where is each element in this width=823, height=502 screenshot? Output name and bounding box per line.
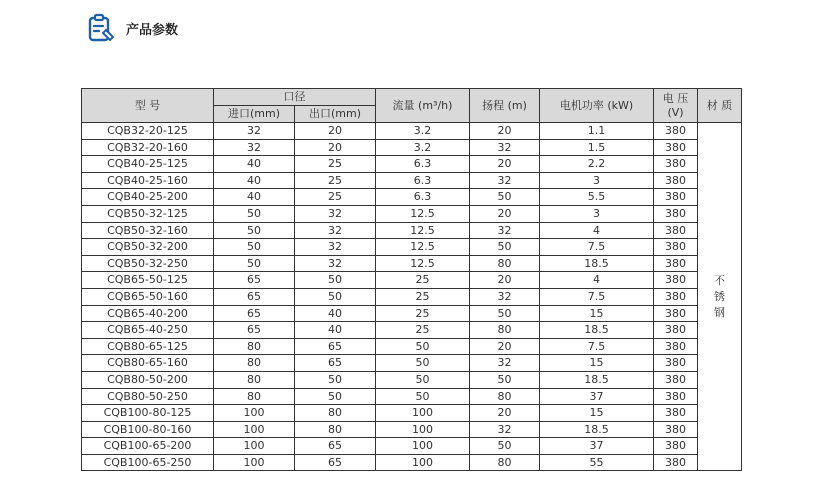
cell-voltage: 380 (654, 272, 698, 289)
header-inlet: 进口(mm) (214, 106, 295, 123)
cell-flow: 50 (376, 388, 470, 405)
cell-outlet: 50 (295, 272, 376, 289)
table-row (82, 338, 742, 355)
cell-power: 15 (540, 405, 654, 422)
cell-flow: 100 (376, 405, 470, 422)
cell-power: 15 (540, 355, 654, 372)
table-row (82, 322, 742, 339)
section-title: 产品参数 (126, 22, 179, 38)
header-outlet: 出口(mm) (295, 106, 376, 123)
cell-model: CQB40-25-200 (82, 189, 214, 206)
cell-voltage: 380 (654, 305, 698, 322)
cell-voltage: 380 (654, 205, 698, 222)
cell-flow: 100 (376, 438, 470, 455)
cell-voltage: 380 (654, 255, 698, 272)
cell-outlet: 65 (295, 438, 376, 455)
cell-head: 50 (470, 189, 540, 206)
cell-power: 18.5 (540, 255, 654, 272)
cell-voltage: 380 (654, 239, 698, 256)
cell-model: CQB40-25-160 (82, 172, 214, 189)
cell-inlet: 50 (214, 205, 295, 222)
cell-model: CQB80-50-200 (82, 371, 214, 388)
table-row (82, 205, 742, 222)
cell-voltage: 380 (654, 322, 698, 339)
cell-power: 4 (540, 222, 654, 239)
cell-inlet: 32 (214, 139, 295, 156)
table-row (82, 305, 742, 322)
cell-head: 80 (470, 322, 540, 339)
cell-model: CQB100-65-200 (82, 438, 214, 455)
section-header (86, 12, 178, 44)
cell-voltage: 380 (654, 388, 698, 405)
cell-inlet: 50 (214, 239, 295, 256)
cell-power: 1.1 (540, 123, 654, 140)
cell-head: 32 (470, 222, 540, 239)
cell-inlet: 65 (214, 288, 295, 305)
header-model: 型 号 (82, 89, 214, 123)
cell-power: 15 (540, 305, 654, 322)
header-head: 扬程 (m) (470, 89, 540, 123)
cell-inlet: 100 (214, 405, 295, 422)
cell-model: CQB65-50-160 (82, 288, 214, 305)
cell-inlet: 100 (214, 421, 295, 438)
cell-model: CQB32-20-160 (82, 139, 214, 156)
cell-flow: 6.3 (376, 189, 470, 206)
cell-inlet: 80 (214, 355, 295, 372)
cell-voltage: 380 (654, 438, 698, 455)
cell-head: 32 (470, 172, 540, 189)
cell-head: 20 (470, 338, 540, 355)
cell-flow: 25 (376, 322, 470, 339)
cell-flow: 50 (376, 355, 470, 372)
cell-flow: 6.3 (376, 156, 470, 173)
table-row (82, 438, 742, 455)
cell-outlet: 25 (295, 189, 376, 206)
cell-voltage: 380 (654, 139, 698, 156)
cell-head: 20 (470, 156, 540, 173)
cell-outlet: 65 (295, 454, 376, 471)
cell-head: 20 (470, 272, 540, 289)
cell-outlet: 50 (295, 388, 376, 405)
cell-voltage: 380 (654, 338, 698, 355)
cell-voltage: 380 (654, 123, 698, 140)
cell-head: 50 (470, 371, 540, 388)
cell-head: 80 (470, 454, 540, 471)
cell-flow: 12.5 (376, 239, 470, 256)
cell-power: 7.5 (540, 338, 654, 355)
cell-voltage: 380 (654, 421, 698, 438)
cell-flow: 25 (376, 272, 470, 289)
material-value: 不锈钢 (714, 273, 725, 319)
cell-inlet: 40 (214, 189, 295, 206)
cell-outlet: 32 (295, 255, 376, 272)
cell-outlet: 25 (295, 156, 376, 173)
cell-power: 3 (540, 172, 654, 189)
header-diameter: 口径 (214, 89, 376, 106)
cell-head: 20 (470, 205, 540, 222)
cell-head: 32 (470, 421, 540, 438)
cell-inlet: 65 (214, 305, 295, 322)
cell-model: CQB65-50-125 (82, 272, 214, 289)
cell-flow: 6.3 (376, 172, 470, 189)
cell-model: CQB50-32-125 (82, 205, 214, 222)
cell-power: 1.5 (540, 139, 654, 156)
cell-flow: 50 (376, 371, 470, 388)
cell-voltage: 380 (654, 371, 698, 388)
cell-power: 3 (540, 205, 654, 222)
cell-voltage: 380 (654, 222, 698, 239)
table-row (82, 355, 742, 372)
cell-flow: 25 (376, 305, 470, 322)
header-flow: 流量 (m³/h) (376, 89, 470, 123)
cell-power: 18.5 (540, 322, 654, 339)
cell-model: CQB50-32-250 (82, 255, 214, 272)
cell-flow: 25 (376, 288, 470, 305)
cell-voltage: 380 (654, 405, 698, 422)
cell-model: CQB65-40-200 (82, 305, 214, 322)
table-row (82, 288, 742, 305)
table-row (82, 156, 742, 173)
cell-outlet: 50 (295, 371, 376, 388)
cell-voltage: 380 (654, 454, 698, 471)
cell-outlet: 32 (295, 239, 376, 256)
cell-model: CQB50-32-200 (82, 239, 214, 256)
table-row (82, 421, 742, 438)
cell-head: 80 (470, 255, 540, 272)
table-row (82, 239, 742, 256)
cell-power: 37 (540, 438, 654, 455)
cell-outlet: 20 (295, 123, 376, 140)
cell-outlet: 40 (295, 322, 376, 339)
table-row (82, 172, 742, 189)
cell-outlet: 65 (295, 355, 376, 372)
cell-head: 32 (470, 139, 540, 156)
cell-inlet: 100 (214, 438, 295, 455)
cell-outlet: 50 (295, 288, 376, 305)
cell-model: CQB65-40-250 (82, 322, 214, 339)
cell-outlet: 32 (295, 205, 376, 222)
table-row (82, 371, 742, 388)
table-row (82, 139, 742, 156)
table-row (82, 189, 742, 206)
cell-power: 18.5 (540, 421, 654, 438)
table-row (82, 255, 742, 272)
cell-outlet: 80 (295, 405, 376, 422)
cell-model: CQB40-25-125 (82, 156, 214, 173)
cell-model: CQB100-65-250 (82, 454, 214, 471)
header-voltage: 电 压 (V) (654, 89, 698, 123)
cell-model: CQB80-65-160 (82, 355, 214, 372)
cell-outlet: 20 (295, 139, 376, 156)
cell-flow: 50 (376, 338, 470, 355)
cell-flow: 3.2 (376, 123, 470, 140)
cell-inlet: 80 (214, 388, 295, 405)
cell-inlet: 65 (214, 322, 295, 339)
table-row (82, 272, 742, 289)
cell-model: CQB32-20-125 (82, 123, 214, 140)
cell-head: 20 (470, 123, 540, 140)
cell-power: 7.5 (540, 239, 654, 256)
cell-power: 37 (540, 388, 654, 405)
cell-head: 50 (470, 305, 540, 322)
cell-power: 4 (540, 272, 654, 289)
cell-model: CQB80-50-250 (82, 388, 214, 405)
cell-model: CQB50-32-160 (82, 222, 214, 239)
cell-flow: 12.5 (376, 205, 470, 222)
cell-inlet: 50 (214, 222, 295, 239)
cell-head: 32 (470, 288, 540, 305)
header-material: 材 质 (698, 89, 742, 123)
cell-voltage: 380 (654, 355, 698, 372)
cell-model: CQB100-80-125 (82, 405, 214, 422)
cell-outlet: 25 (295, 172, 376, 189)
cell-voltage: 380 (654, 189, 698, 206)
cell-power: 55 (540, 454, 654, 471)
cell-inlet: 80 (214, 371, 295, 388)
cell-head: 50 (470, 239, 540, 256)
cell-material (698, 123, 742, 471)
cell-flow: 12.5 (376, 222, 470, 239)
cell-head: 50 (470, 438, 540, 455)
cell-power: 7.5 (540, 288, 654, 305)
table-row (82, 405, 742, 422)
table-body (82, 123, 742, 471)
table-row (82, 123, 742, 140)
cell-head: 80 (470, 388, 540, 405)
table-row (82, 454, 742, 471)
cell-inlet: 100 (214, 454, 295, 471)
cell-model: CQB80-65-125 (82, 338, 214, 355)
cell-inlet: 80 (214, 338, 295, 355)
cell-model: CQB100-80-160 (82, 421, 214, 438)
cell-power: 18.5 (540, 371, 654, 388)
header-power: 电机功率 (kW) (540, 89, 654, 123)
cell-head: 32 (470, 355, 540, 372)
cell-outlet: 40 (295, 305, 376, 322)
cell-voltage: 380 (654, 288, 698, 305)
clipboard-icon (86, 12, 118, 44)
cell-voltage: 380 (654, 172, 698, 189)
cell-inlet: 50 (214, 255, 295, 272)
cell-flow: 3.2 (376, 139, 470, 156)
cell-flow: 100 (376, 454, 470, 471)
cell-outlet: 80 (295, 421, 376, 438)
cell-head: 20 (470, 405, 540, 422)
cell-flow: 12.5 (376, 255, 470, 272)
cell-inlet: 40 (214, 172, 295, 189)
table-row (82, 388, 742, 405)
parameter-table (81, 88, 742, 471)
cell-outlet: 65 (295, 338, 376, 355)
cell-voltage: 380 (654, 156, 698, 173)
cell-power: 5.5 (540, 189, 654, 206)
table-row (82, 222, 742, 239)
cell-inlet: 40 (214, 156, 295, 173)
cell-outlet: 32 (295, 222, 376, 239)
cell-power: 2.2 (540, 156, 654, 173)
cell-inlet: 65 (214, 272, 295, 289)
cell-flow: 100 (376, 421, 470, 438)
cell-inlet: 32 (214, 123, 295, 140)
